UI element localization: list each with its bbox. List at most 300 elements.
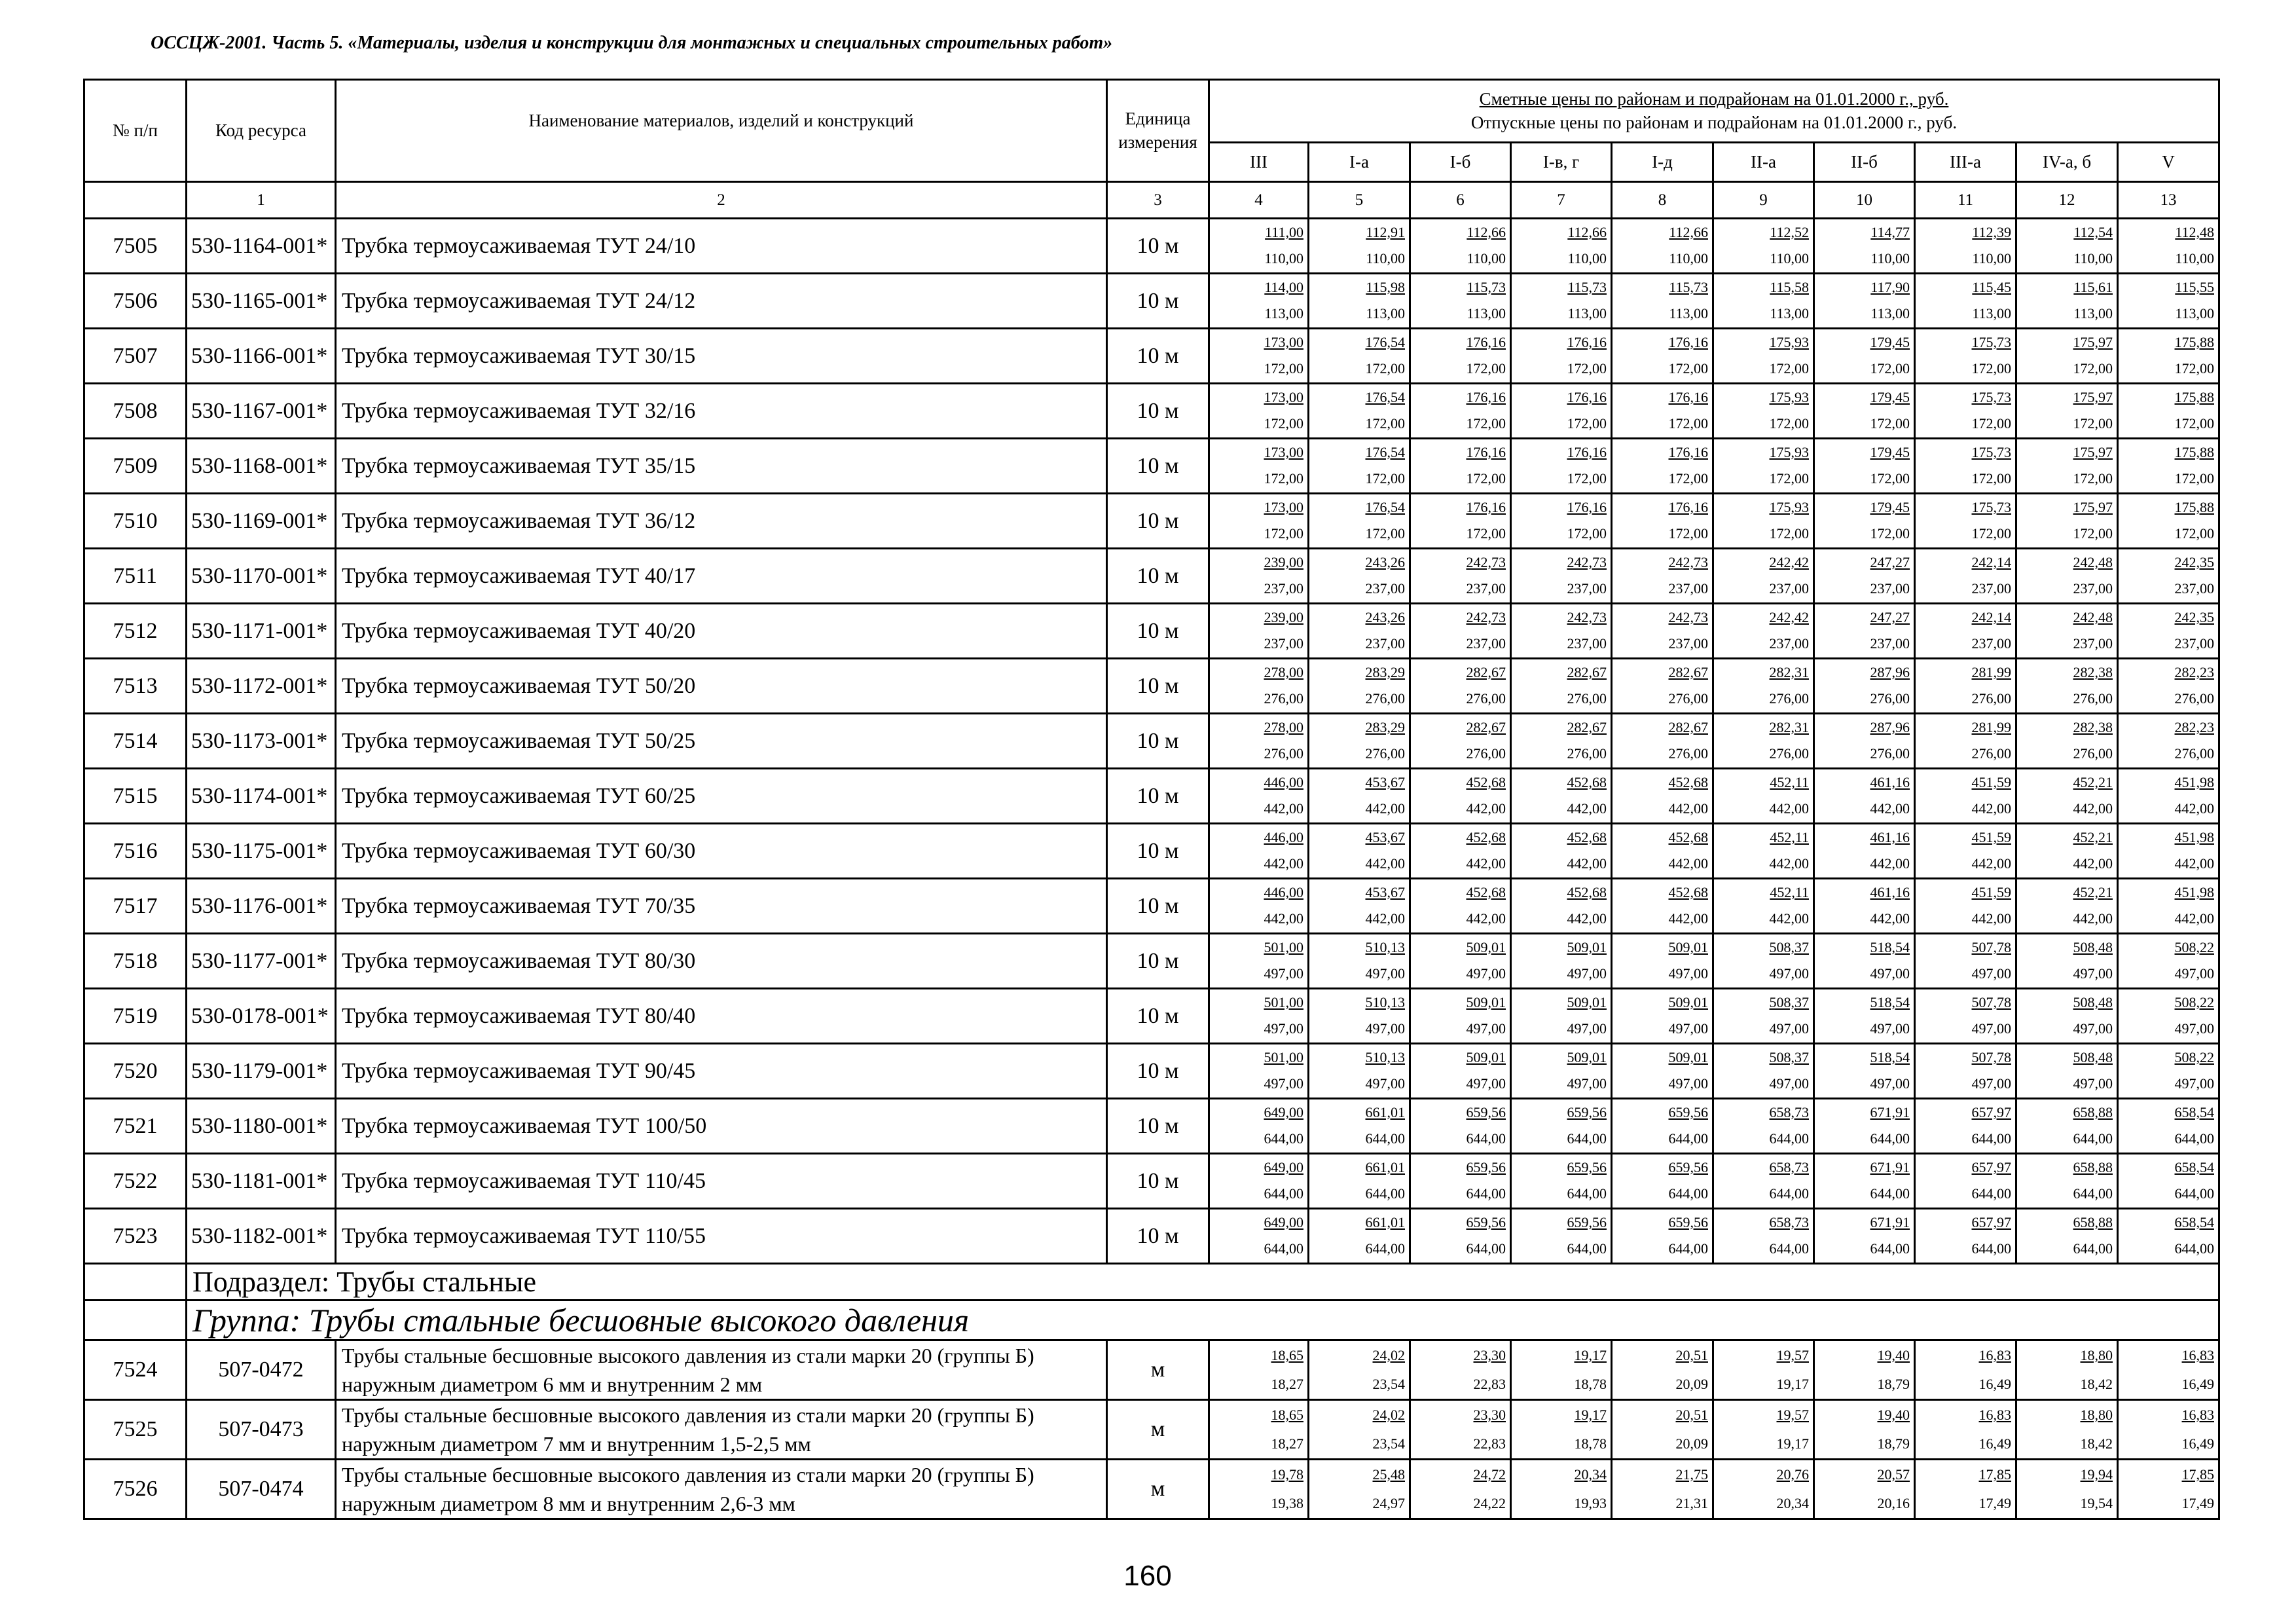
price-cell	[1814, 1099, 1915, 1154]
release-price: 497,00	[2073, 1020, 2113, 1037]
price-cell	[2118, 1044, 2219, 1099]
release-price: 442,00	[1870, 800, 1910, 817]
price-cell	[1410, 1209, 1511, 1264]
release-price: 644,00	[1870, 1130, 1910, 1147]
price-table	[83, 79, 2220, 1520]
release-price: 24,22	[1473, 1495, 1506, 1511]
release-price: 172,00	[1567, 525, 1607, 542]
estimate-price: 518,54	[1870, 1049, 1910, 1065]
estimate-price: 453,67	[1365, 774, 1405, 790]
price-cell	[1511, 604, 1612, 659]
table-row	[84, 384, 2219, 439]
release-price: 172,00	[1466, 470, 1506, 487]
release-price: 644,00	[1567, 1240, 1607, 1257]
release-price: 497,00	[1365, 1075, 1405, 1092]
release-price: 497,00	[2073, 965, 2113, 982]
row-number: 7523	[84, 1209, 187, 1264]
price-cell	[1713, 659, 1814, 714]
table-row	[84, 1460, 2219, 1519]
estimate-price: 24,02	[1372, 1347, 1405, 1363]
release-price: 110,00	[1770, 250, 1809, 267]
release-price: 644,00	[1870, 1185, 1910, 1202]
table-row	[84, 1400, 2219, 1460]
price-cell	[1209, 604, 1309, 659]
estimate-price: 508,48	[2073, 994, 2113, 1010]
release-price: 276,00	[1971, 745, 2011, 762]
estimate-price: 658,88	[2073, 1214, 2113, 1230]
release-price: 644,00	[1365, 1185, 1405, 1202]
header-num: № п/п	[84, 80, 187, 182]
release-price: 20,09	[1675, 1376, 1708, 1392]
price-cell	[1410, 1099, 1511, 1154]
row-number: 7507	[84, 329, 187, 384]
estimate-price: 19,40	[1877, 1407, 1910, 1423]
release-price: 497,00	[1466, 965, 1506, 982]
release-price: 497,00	[1971, 1020, 2011, 1037]
price-cell	[1511, 989, 1612, 1044]
resource-code: 507-0473	[187, 1400, 336, 1460]
release-price: 442,00	[1264, 855, 1303, 872]
price-cell	[1410, 714, 1511, 769]
estimate-price: 112,66	[1669, 224, 1708, 240]
release-price: 172,00	[2073, 360, 2113, 377]
release-price: 497,00	[1870, 1075, 1910, 1092]
resource-code: 507-0474	[187, 1460, 336, 1519]
estimate-price: 175,88	[2174, 499, 2214, 515]
estimate-price: 175,93	[1769, 334, 1809, 350]
release-price: 276,00	[1264, 690, 1303, 707]
release-price: 442,00	[1365, 855, 1405, 872]
price-cell	[1713, 879, 1814, 934]
estimate-price: 173,00	[1264, 444, 1303, 460]
release-price: 237,00	[1668, 635, 1708, 652]
release-price: 172,00	[2174, 360, 2214, 377]
header-code: Код ресурса	[187, 80, 336, 182]
release-price: 644,00	[2073, 1185, 2113, 1202]
release-price: 237,00	[1365, 635, 1405, 652]
estimate-price: 509,01	[1466, 939, 1506, 955]
price-cell	[1209, 1209, 1309, 1264]
estimate-price: 452,21	[2073, 774, 2113, 790]
estimate-price: 509,01	[1668, 1049, 1708, 1065]
release-price: 442,00	[1668, 800, 1708, 817]
estimate-price: 508,37	[1769, 939, 1809, 955]
estimate-price: 282,38	[2073, 664, 2113, 680]
release-price: 276,00	[1668, 745, 1708, 762]
price-cell	[1209, 1460, 1309, 1519]
region-header: III-а	[1915, 143, 2016, 182]
release-price: 172,00	[2073, 470, 2113, 487]
estimate-price: 175,88	[2174, 389, 2214, 405]
price-cell	[1713, 934, 1814, 989]
release-price: 276,00	[1870, 745, 1910, 762]
estimate-price: 649,00	[1264, 1104, 1303, 1120]
price-cell	[1309, 604, 1410, 659]
release-price: 113,00	[1770, 305, 1809, 322]
column-number: 4	[1209, 182, 1309, 219]
estimate-price: 20,34	[1574, 1466, 1607, 1483]
release-price: 442,00	[2073, 800, 2113, 817]
release-price: 172,00	[1870, 525, 1910, 542]
release-price: 276,00	[1769, 690, 1809, 707]
price-cell	[1511, 439, 1612, 494]
group-num-blank	[84, 1301, 187, 1340]
estimate-price: 247,27	[1870, 609, 1910, 625]
price-cell	[1612, 714, 1713, 769]
release-price: 644,00	[1870, 1240, 1910, 1257]
price-cell	[1814, 549, 1915, 604]
resource-code: 530-1169-001*	[187, 494, 336, 549]
price-cell	[2118, 1340, 2219, 1400]
price-cell	[1511, 1099, 1612, 1154]
estimate-price: 175,73	[1971, 444, 2011, 460]
release-price: 497,00	[1466, 1075, 1506, 1092]
material-name	[336, 1340, 1107, 1400]
release-price: 237,00	[1668, 580, 1708, 597]
release-price: 442,00	[2174, 800, 2214, 817]
estimate-price: 19,94	[2080, 1466, 2113, 1483]
region-header: I-в, г	[1511, 143, 1612, 182]
price-cell	[2016, 659, 2118, 714]
row-number: 7506	[84, 274, 187, 329]
release-price: 497,00	[1769, 1075, 1809, 1092]
column-number: 10	[1814, 182, 1915, 219]
estimate-price: 661,01	[1365, 1104, 1405, 1120]
release-price: 172,00	[1365, 360, 1405, 377]
release-price: 18,27	[1271, 1435, 1303, 1452]
estimate-price: 115,73	[1669, 279, 1708, 295]
price-cell	[1814, 714, 1915, 769]
price-cell	[1713, 384, 1814, 439]
price-cell	[1309, 989, 1410, 1044]
estimate-price: 278,00	[1264, 719, 1303, 735]
price-cell	[1410, 1154, 1511, 1209]
estimate-price: 23,30	[1473, 1407, 1506, 1423]
material-name-line1: Трубы стальные бесшовные высокого давления из стали марки 20 (группы Б)	[342, 1463, 1034, 1486]
estimate-price: 175,97	[2073, 389, 2113, 405]
price-cell	[2118, 384, 2219, 439]
estimate-price: 175,93	[1769, 444, 1809, 460]
unit: 10 м	[1107, 494, 1209, 549]
estimate-price: 508,22	[2174, 994, 2214, 1010]
release-price: 18,27	[1271, 1376, 1303, 1392]
price-cell	[1511, 1154, 1612, 1209]
release-price: 497,00	[1567, 1075, 1607, 1092]
release-price: 644,00	[1971, 1185, 2011, 1202]
price-cell	[1209, 1154, 1309, 1209]
release-price: 172,00	[1870, 415, 1910, 432]
price-cell	[1713, 1340, 1814, 1400]
price-cell	[1410, 1340, 1511, 1400]
unit: 10 м	[1107, 824, 1209, 879]
table-row	[84, 1099, 2219, 1154]
price-cell	[1814, 1400, 1915, 1460]
price-cell	[2118, 274, 2219, 329]
estimate-price: 451,98	[2174, 774, 2214, 790]
price-cell	[2118, 1154, 2219, 1209]
estimate-price: 19,57	[1776, 1407, 1809, 1423]
price-cell	[1915, 769, 2016, 824]
estimate-price: 649,00	[1264, 1159, 1303, 1175]
estimate-price: 16,83	[1978, 1347, 2011, 1363]
release-price: 497,00	[1567, 1020, 1607, 1037]
row-number: 7517	[84, 879, 187, 934]
unit: 10 м	[1107, 329, 1209, 384]
unit: 10 м	[1107, 1044, 1209, 1099]
estimate-price: 510,13	[1365, 994, 1405, 1010]
material-name	[336, 1460, 1107, 1519]
estimate-price: 452,21	[2073, 884, 2113, 900]
price-cell	[1209, 274, 1309, 329]
price-cell	[1713, 604, 1814, 659]
release-price: 276,00	[1567, 745, 1607, 762]
price-cell	[2016, 1460, 2118, 1519]
estimate-price: 508,37	[1769, 1049, 1809, 1065]
release-price: 442,00	[1870, 910, 1910, 927]
release-price: 237,00	[1365, 580, 1405, 597]
price-cell	[1309, 659, 1410, 714]
price-cell	[1713, 714, 1814, 769]
release-price: 172,00	[1466, 415, 1506, 432]
estimate-price: 518,54	[1870, 939, 1910, 955]
price-cell	[1511, 659, 1612, 714]
price-cell	[1511, 1209, 1612, 1264]
price-cell	[1410, 219, 1511, 274]
price-cell	[1410, 494, 1511, 549]
price-cell	[1612, 1044, 1713, 1099]
price-cell	[1814, 1460, 1915, 1519]
price-cell	[1209, 934, 1309, 989]
document-header: ОССЦЖ-2001. Часть 5. «Материалы, изделия и конструкции для монтажных и специальных строительных работ»	[151, 33, 1113, 53]
region-header: II-а	[1713, 143, 1814, 182]
release-price: 172,00	[1769, 525, 1809, 542]
price-cell	[2118, 879, 2219, 934]
release-price: 172,00	[2174, 470, 2214, 487]
release-price: 16,49	[2181, 1376, 2214, 1392]
release-price: 644,00	[2174, 1240, 2214, 1257]
price-cell	[1209, 769, 1309, 824]
price-cell	[1410, 604, 1511, 659]
table-row	[84, 1044, 2219, 1099]
estimate-price: 20,51	[1675, 1407, 1708, 1423]
material-name: Трубка термоусаживаемая ТУТ 30/15	[336, 329, 1107, 384]
table-row	[84, 824, 2219, 879]
release-price: 113,00	[1972, 305, 2011, 322]
release-price: 237,00	[1769, 635, 1809, 652]
price-cell	[2118, 439, 2219, 494]
release-price: 442,00	[1668, 855, 1708, 872]
estimate-price: 242,73	[1466, 554, 1506, 570]
price-cell	[2016, 604, 2118, 659]
region-header: I-д	[1612, 143, 1713, 182]
price-cell	[1814, 274, 1915, 329]
release-price: 19,93	[1574, 1495, 1607, 1511]
release-price: 237,00	[1870, 580, 1910, 597]
estimate-price: 24,02	[1372, 1407, 1405, 1423]
column-number: 5	[1309, 182, 1410, 219]
unit: 10 м	[1107, 604, 1209, 659]
estimate-price: 282,23	[2174, 664, 2214, 680]
price-cell	[1713, 549, 1814, 604]
release-price: 110,00	[1264, 250, 1303, 267]
estimate-price: 175,93	[1769, 499, 1809, 515]
price-cell	[1511, 549, 1612, 604]
unit: 10 м	[1107, 879, 1209, 934]
price-cell	[1612, 1154, 1713, 1209]
release-price: 172,00	[1668, 525, 1708, 542]
release-price: 113,00	[1567, 305, 1607, 322]
release-price: 497,00	[1264, 1020, 1303, 1037]
release-price: 442,00	[1971, 800, 2011, 817]
price-cell	[1814, 824, 1915, 879]
material-name: Трубка термоусаживаемая ТУТ 80/30	[336, 934, 1107, 989]
price-cell	[1309, 494, 1410, 549]
table-row	[84, 219, 2219, 274]
estimate-price: 509,01	[1466, 1049, 1506, 1065]
row-number: 7513	[84, 659, 187, 714]
price-cell	[1814, 1340, 1915, 1400]
release-price: 442,00	[1567, 855, 1607, 872]
price-cell	[1915, 659, 2016, 714]
release-price: 172,00	[2073, 415, 2113, 432]
release-price: 237,00	[2174, 580, 2214, 597]
material-name: Трубка термоусаживаемая ТУТ 50/25	[336, 714, 1107, 769]
release-price: 237,00	[2073, 580, 2113, 597]
release-price: 497,00	[1769, 1020, 1809, 1037]
estimate-price: 657,97	[1971, 1214, 2011, 1230]
row-number: 7511	[84, 549, 187, 604]
price-cell	[1309, 934, 1410, 989]
release-price: 276,00	[1870, 690, 1910, 707]
estimate-price: 242,73	[1466, 609, 1506, 625]
estimate-price: 243,26	[1365, 609, 1405, 625]
price-cell	[1915, 274, 2016, 329]
estimate-price: 19,57	[1776, 1347, 1809, 1363]
price-cell	[1410, 934, 1511, 989]
column-number: 1	[187, 182, 336, 219]
release-price: 497,00	[1264, 965, 1303, 982]
material-name-line2: наружным диаметром 8 мм и внутренним 2,6-3 мм	[342, 1492, 795, 1515]
column-number: 11	[1915, 182, 2016, 219]
estimate-price: 19,78	[1271, 1466, 1303, 1483]
price-cell	[1209, 659, 1309, 714]
price-cell	[1612, 989, 1713, 1044]
release-price: 442,00	[1769, 800, 1809, 817]
price-cell	[1814, 879, 1915, 934]
release-price: 172,00	[1971, 470, 2011, 487]
price-cell	[1814, 494, 1915, 549]
price-cell	[1612, 769, 1713, 824]
estimate-price: 176,16	[1567, 389, 1607, 405]
price-cell	[2118, 329, 2219, 384]
estimate-price: 649,00	[1264, 1214, 1303, 1230]
release-price: 497,00	[1971, 1075, 2011, 1092]
price-cell	[1612, 494, 1713, 549]
price-cell	[1915, 1400, 2016, 1460]
estimate-price: 115,98	[1366, 279, 1405, 295]
price-cell	[2016, 769, 2118, 824]
estimate-price: 282,67	[1668, 719, 1708, 735]
price-cell	[1915, 384, 2016, 439]
price-cell	[1612, 1340, 1713, 1400]
release-price: 276,00	[1365, 745, 1405, 762]
price-cell	[1713, 329, 1814, 384]
price-cell	[1511, 934, 1612, 989]
price-cell	[2118, 1400, 2219, 1460]
estimate-price: 112,48	[2175, 224, 2214, 240]
price-cell	[1814, 439, 1915, 494]
release-price: 113,00	[2073, 305, 2113, 322]
price-cell	[1915, 934, 2016, 989]
resource-code: 530-1167-001*	[187, 384, 336, 439]
estimate-price: 175,97	[2073, 444, 2113, 460]
resource-code: 530-1165-001*	[187, 274, 336, 329]
release-price: 276,00	[2174, 690, 2214, 707]
estimate-price: 452,68	[1466, 774, 1506, 790]
row-number: 7525	[84, 1400, 187, 1460]
table-row	[84, 989, 2219, 1044]
price-cell	[2016, 879, 2118, 934]
release-price: 18,42	[2080, 1435, 2113, 1452]
release-price: 20,16	[1877, 1495, 1910, 1511]
resource-code: 530-1180-001*	[187, 1099, 336, 1154]
release-price: 276,00	[2174, 745, 2214, 762]
price-cell	[2016, 329, 2118, 384]
release-price: 497,00	[1668, 965, 1708, 982]
release-price: 237,00	[1264, 580, 1303, 597]
table-row	[84, 1209, 2219, 1264]
estimate-price: 453,67	[1365, 884, 1405, 900]
estimate-price: 452,68	[1466, 829, 1506, 845]
unit: 10 м	[1107, 769, 1209, 824]
price-cell	[1209, 384, 1309, 439]
release-price: 172,00	[1971, 525, 2011, 542]
row-number: 7524	[84, 1340, 187, 1400]
price-cell	[1410, 274, 1511, 329]
estimate-price: 175,97	[2073, 499, 2113, 515]
estimate-price: 452,68	[1668, 884, 1708, 900]
release-price: 172,00	[1264, 470, 1303, 487]
price-cell	[2016, 274, 2118, 329]
price-cell	[1410, 549, 1511, 604]
price-cell	[1410, 989, 1511, 1044]
price-cell	[1511, 1044, 1612, 1099]
header-unit: Единица измерения	[1107, 80, 1209, 182]
price-cell	[2118, 824, 2219, 879]
release-price: 113,00	[1264, 305, 1303, 322]
unit: 10 м	[1107, 1209, 1209, 1264]
estimate-price: 247,27	[1870, 554, 1910, 570]
price-cell	[1309, 879, 1410, 934]
estimate-price: 508,48	[2073, 939, 2113, 955]
release-price: 644,00	[2073, 1240, 2113, 1257]
release-price: 644,00	[1264, 1240, 1303, 1257]
price-cell	[2016, 219, 2118, 274]
release-price: 237,00	[1870, 635, 1910, 652]
estimate-price: 242,35	[2174, 554, 2214, 570]
estimate-price: 671,91	[1870, 1214, 1910, 1230]
estimate-price: 18,65	[1271, 1407, 1303, 1423]
estimate-price: 114,77	[1870, 224, 1910, 240]
release-price: 19,17	[1776, 1376, 1809, 1392]
release-price: 644,00	[2073, 1130, 2113, 1147]
price-cell	[1915, 1044, 2016, 1099]
estimate-price: 508,48	[2073, 1049, 2113, 1065]
estimate-price: 112,54	[2073, 224, 2113, 240]
price-cell	[1309, 439, 1410, 494]
price-cell	[1511, 1340, 1612, 1400]
release-price: 276,00	[1971, 690, 2011, 707]
